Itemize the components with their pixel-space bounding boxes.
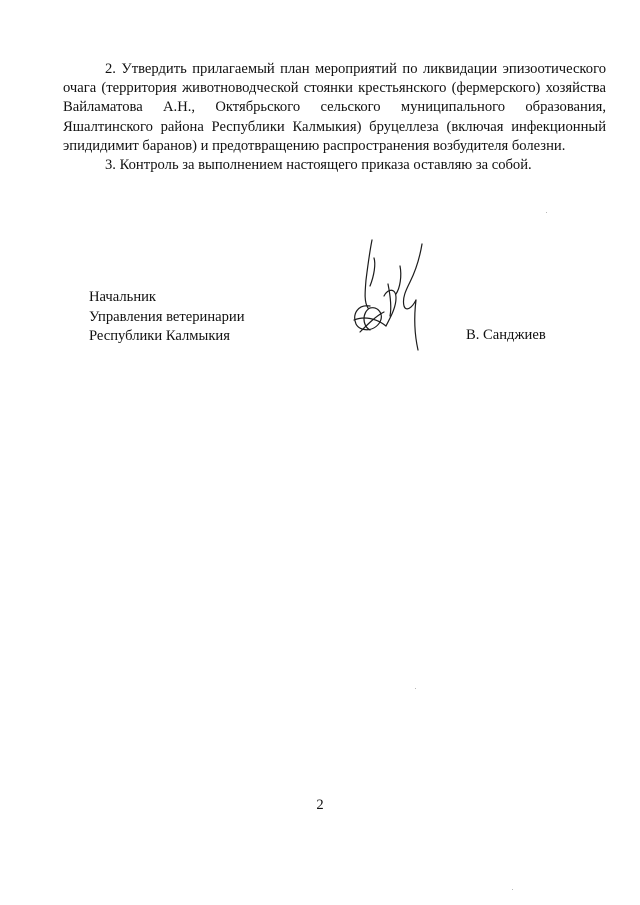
signature-block — [0, 0, 640, 400]
handwritten-signature — [340, 236, 440, 354]
signatory-title-line: Республики Калмыкия — [89, 328, 230, 344]
scan-speck — [415, 688, 416, 689]
paragraph-item-3: 3. Контроль за выполнением настоящего приказа оставляю за собой. — [105, 157, 532, 174]
page-number: 2 — [316, 797, 324, 813]
signatory-title-line: Управления ветеринарии — [89, 308, 245, 325]
signatory-title — [89, 288, 245, 347]
signatory-title-line: Начальник — [89, 289, 157, 305]
scan-speck — [512, 889, 513, 890]
scan-speck — [546, 212, 547, 213]
paragraph-item-2: 2. Утвердить прилагаемый план мероприятий по ликвидации эпизоотического очага (территория животноводческой стоянки крестьянского (фермерского) хозяйства Вайламатова А.Н., Октябрьского сельского муниципального образования, Яшалтинского района Республики Калмыкия) бруцеллеза (включая инфекционный эпидидимит баранов) и предотвращению распространения возбудителя болезни. — [63, 61, 606, 154]
signatory-name: В. Санджиев — [466, 327, 546, 343]
